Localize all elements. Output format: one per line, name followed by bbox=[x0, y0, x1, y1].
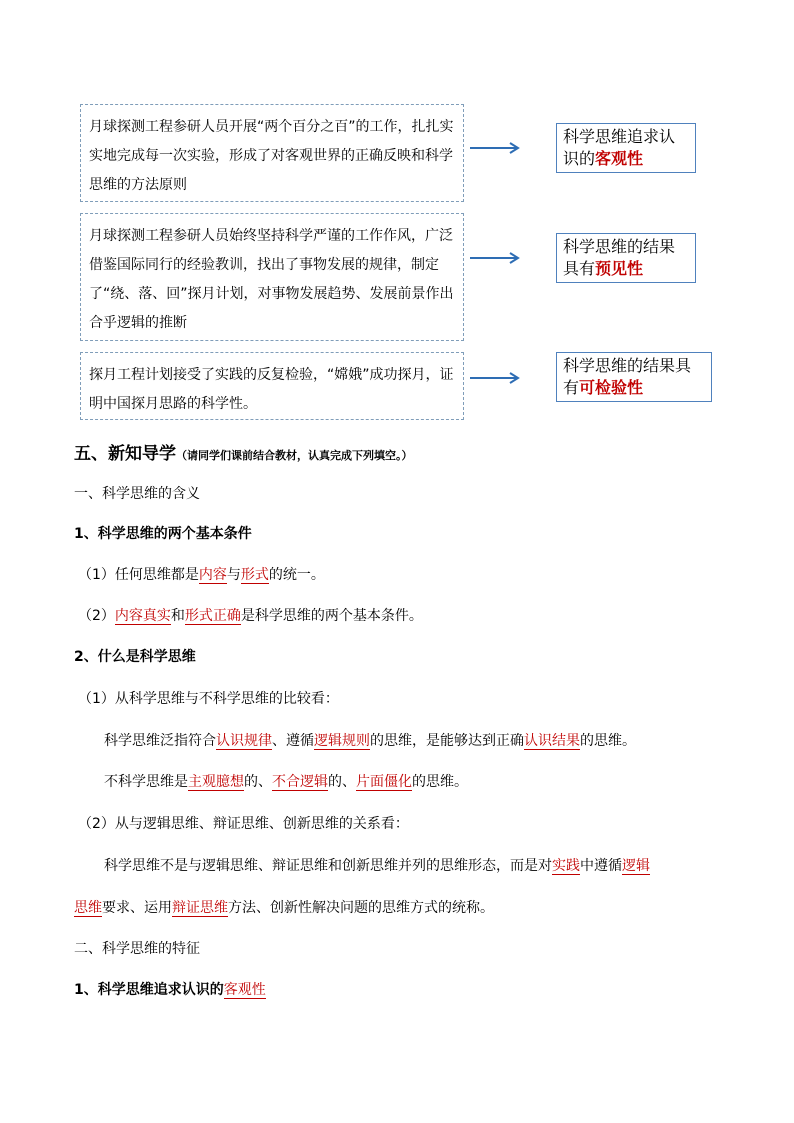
item-number: （1） bbox=[78, 691, 115, 707]
answer-blank: 认识规律 bbox=[216, 733, 272, 749]
text: 和 bbox=[170, 608, 185, 624]
part2-heading: 二、科学思维的特征 bbox=[74, 941, 200, 957]
result-prefix-3: 科学思维的结果具有 bbox=[563, 356, 692, 397]
part1-p4 bbox=[78, 813, 409, 833]
example-text-2: 月球探测工程参研人员始终坚持科学严谨的工作作风，广泛借鉴国际同行的经验教训，找出了事物发展的规律，制定了“绕、落、回”探月计划，对事物发展趋势、发展前景作出合乎逻辑的推断 bbox=[89, 228, 454, 331]
result-box-2 bbox=[556, 233, 696, 283]
arrow-right-icon bbox=[470, 251, 522, 265]
answer-blank: 形式 bbox=[240, 567, 269, 583]
text: 科学思维泛指符合 bbox=[104, 733, 216, 749]
text: 中遵循 bbox=[580, 858, 622, 874]
answer-blank: 思维 bbox=[74, 900, 102, 916]
section-note: （请同学们课前结合教材，认真完成下列填空。） bbox=[176, 449, 413, 462]
text: 的思维，是能够达到正确 bbox=[370, 733, 524, 749]
result-key-2: 预见性 bbox=[595, 259, 644, 278]
result-box-3 bbox=[556, 352, 712, 402]
result-prefix-2: 科学思维的结果具有 bbox=[563, 237, 676, 278]
answer-blank: 辩证思维 bbox=[172, 900, 228, 916]
part1-p3b bbox=[104, 771, 468, 791]
example-box-2 bbox=[80, 213, 464, 341]
text: 任何思维都是 bbox=[114, 567, 199, 583]
part1-p4b bbox=[74, 897, 494, 917]
part1-p4a bbox=[104, 855, 650, 875]
text: 的、 bbox=[328, 774, 356, 790]
answer-blank: 不合逻辑 bbox=[272, 774, 328, 790]
text: 的、 bbox=[244, 774, 272, 790]
answer-blank: 片面僵化 bbox=[356, 774, 412, 790]
part1-p3 bbox=[78, 688, 339, 708]
text: 是科学思维的两个基本条件。 bbox=[240, 608, 423, 624]
section-heading bbox=[74, 439, 413, 464]
item-number: （2） bbox=[78, 608, 115, 624]
part2-sub1 bbox=[74, 979, 266, 999]
item-number: （2） bbox=[78, 816, 115, 832]
arrow-right-icon bbox=[470, 371, 522, 385]
part1-p3a bbox=[104, 730, 636, 750]
answer-blank: 主观臆想 bbox=[188, 774, 244, 790]
text: 要求、运用 bbox=[102, 900, 172, 916]
example-text-1: 月球探测工程参研人员开展“两个百分之百”的工作，扎扎实实地完成每一次实验，形成了对客观世界的正确反映和科学思维的方法原则 bbox=[89, 119, 454, 193]
part1-sub1: 1、科学思维的两个基本条件 bbox=[74, 526, 252, 542]
answer-blank: 实践 bbox=[552, 858, 580, 874]
answer-blank: 内容真实 bbox=[114, 608, 171, 624]
answer-blank: 内容 bbox=[198, 567, 227, 583]
text: 从科学思维与不科学思维的比较看： bbox=[114, 691, 339, 707]
part1-p2 bbox=[78, 605, 423, 625]
answer-blank: 形式正确 bbox=[184, 608, 241, 624]
text: 、遵循 bbox=[272, 733, 314, 749]
example-box-1 bbox=[80, 104, 464, 202]
result-box-1 bbox=[556, 123, 696, 173]
result-prefix-1: 科学思维追求认识的 bbox=[563, 127, 676, 168]
item-number: （1） bbox=[78, 567, 115, 583]
part1-sub2: 2、什么是科学思维 bbox=[74, 649, 196, 665]
answer-blank: 客观性 bbox=[223, 982, 266, 998]
part1-heading: 一、科学思维的含义 bbox=[74, 486, 200, 502]
text: 1、科学思维追求认识的 bbox=[74, 982, 224, 998]
text: 的思维。 bbox=[580, 733, 636, 749]
text: 的思维。 bbox=[412, 774, 468, 790]
section-title: 五、新知导学 bbox=[74, 444, 176, 464]
answer-blank: 逻辑 bbox=[622, 858, 650, 874]
text: 方法、创新性解决问题的思维方式的统称。 bbox=[228, 900, 494, 916]
answer-blank: 逻辑规则 bbox=[314, 733, 370, 749]
text: 与 bbox=[226, 567, 241, 583]
part1-p1 bbox=[78, 564, 325, 584]
text: 的统一。 bbox=[268, 567, 325, 583]
answer-blank: 认识结果 bbox=[524, 733, 580, 749]
text: 从与逻辑思维、辩证思维、创新思维的关系看： bbox=[114, 816, 409, 832]
result-key-1: 客观性 bbox=[595, 149, 644, 168]
example-box-3 bbox=[80, 352, 464, 420]
example-text-3: 探月工程计划接受了实践的反复检验，“嫦娥”成功探月，证明中国探月思路的科学性。 bbox=[89, 367, 454, 412]
result-key-3: 可检验性 bbox=[579, 378, 644, 397]
text: 不科学思维是 bbox=[104, 774, 188, 790]
text: 科学思维不是与逻辑思维、辩证思维和创新思维并列的思维形态，而是对 bbox=[104, 858, 552, 874]
arrow-right-icon bbox=[470, 141, 522, 155]
